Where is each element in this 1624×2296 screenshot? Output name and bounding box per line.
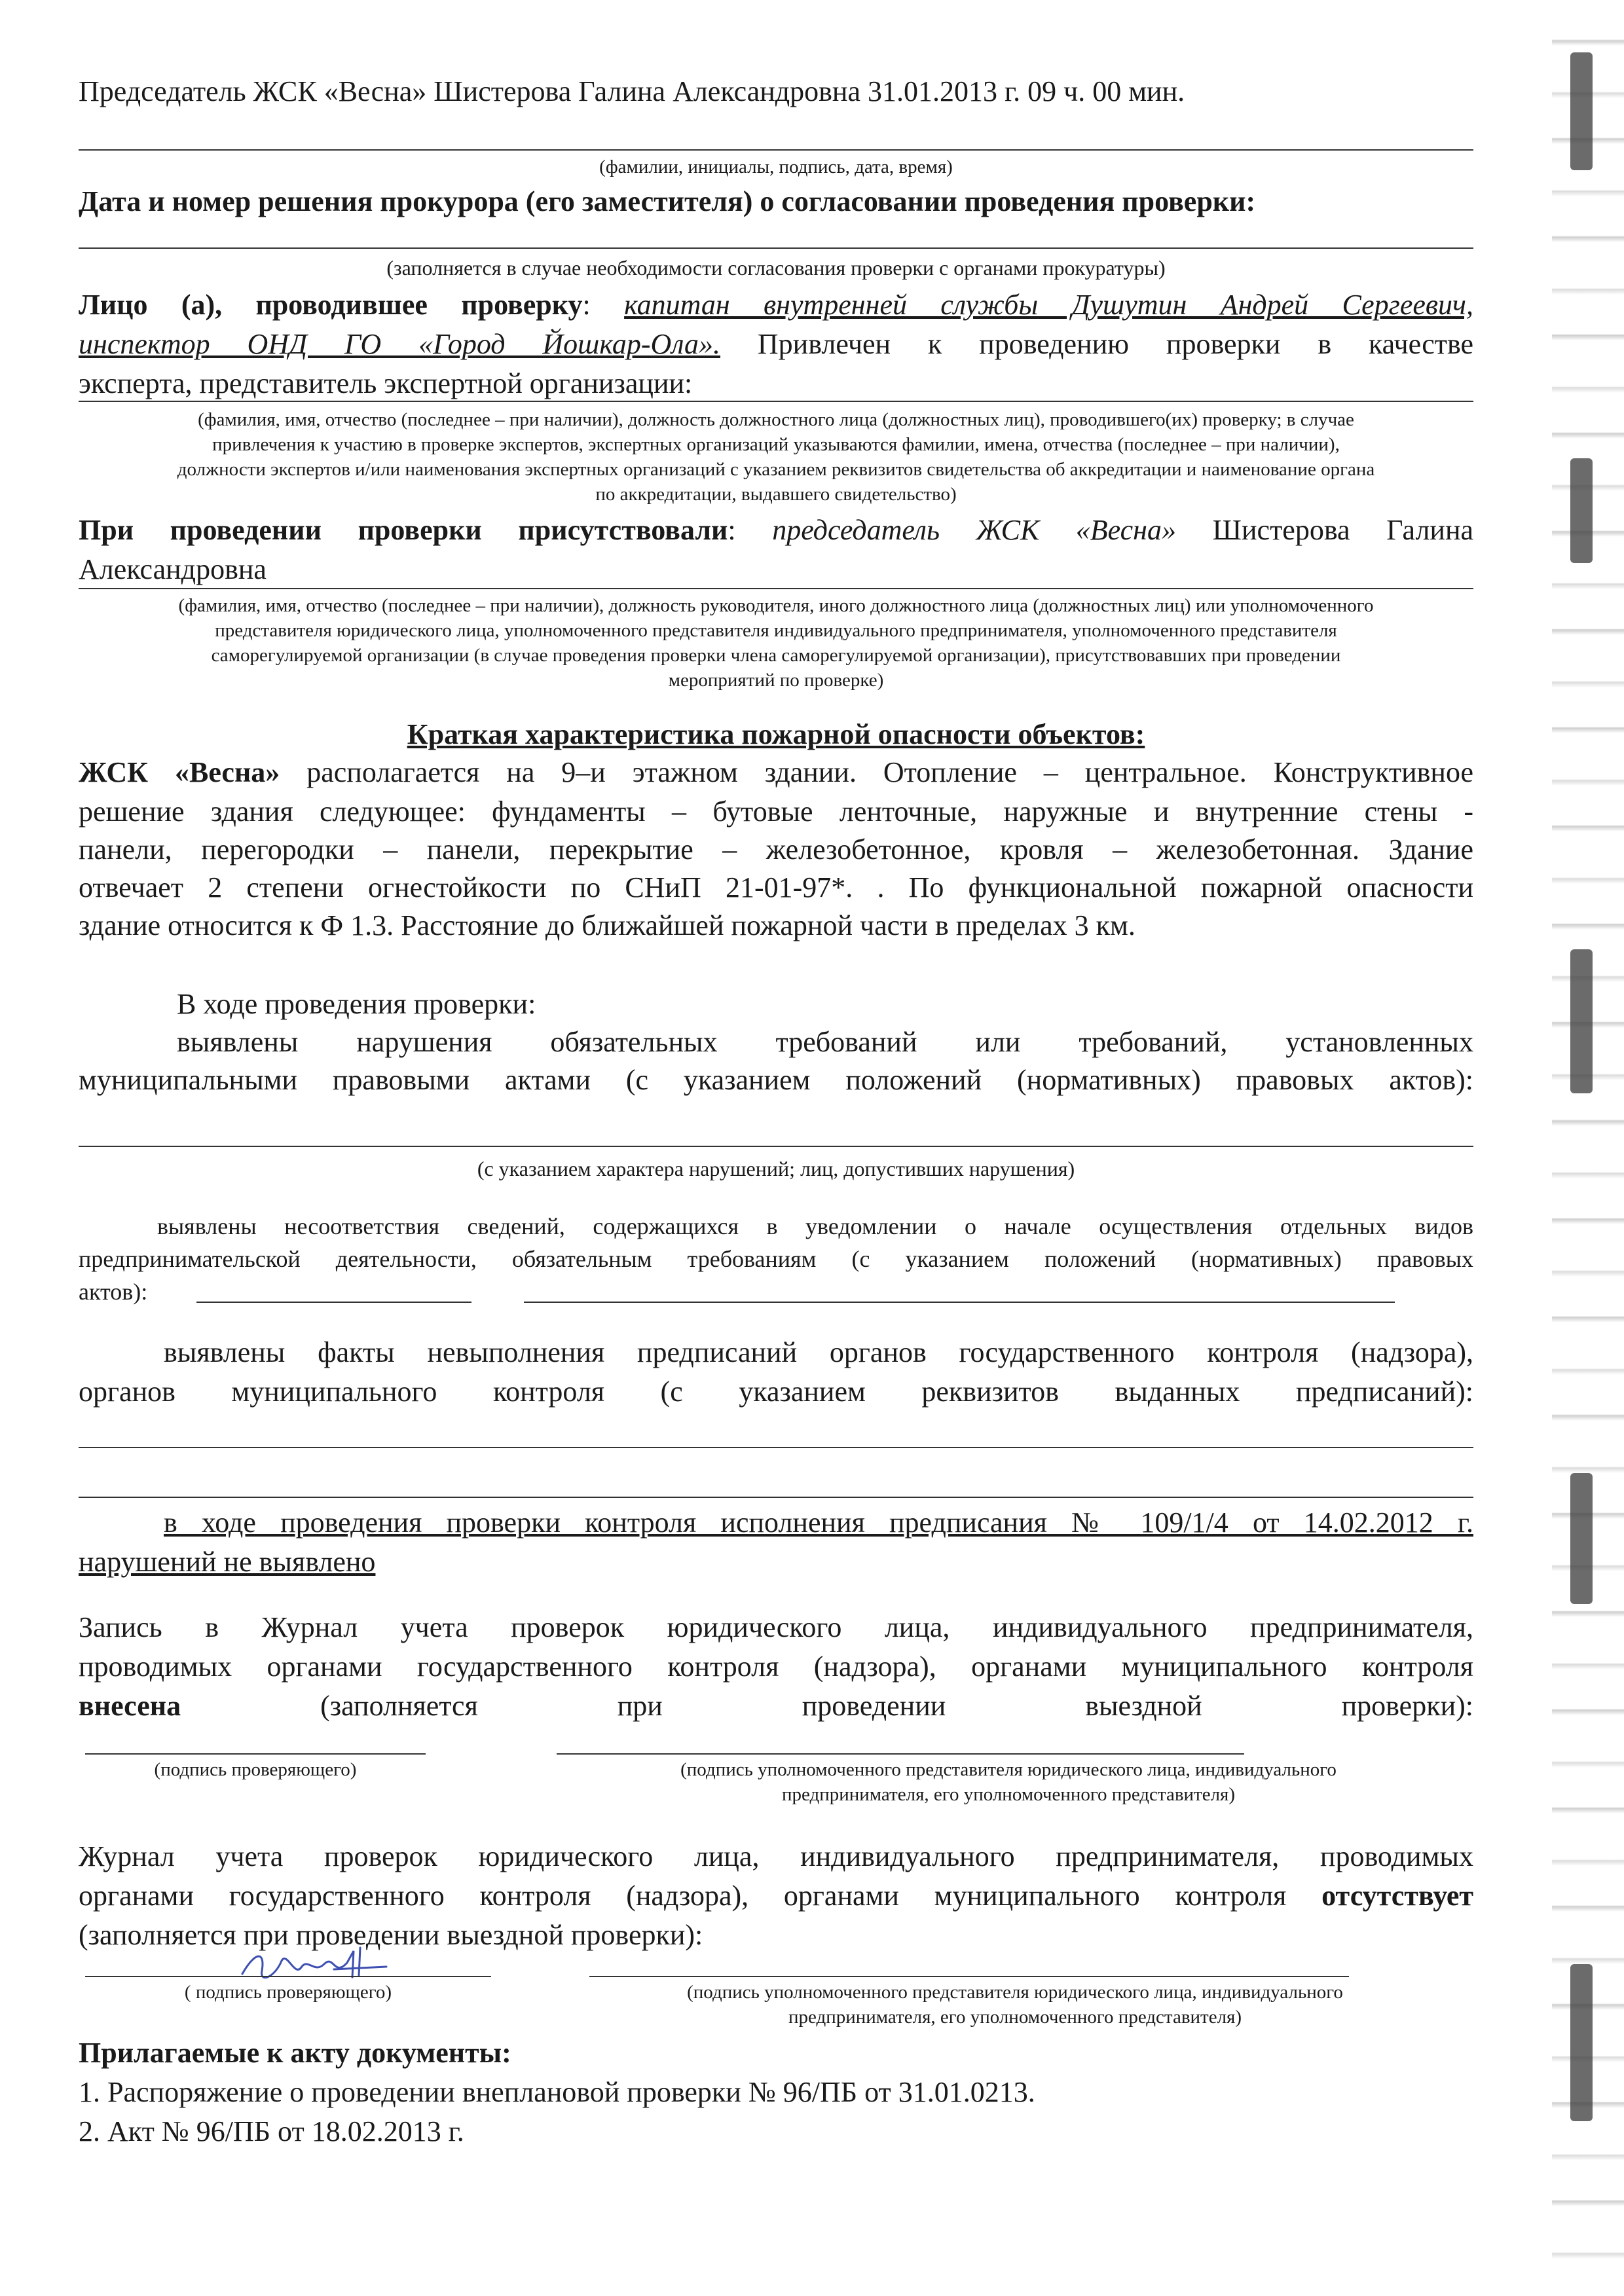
journal-absent-line-2-start: органами государственного контроля (надзора), органами муниципального контроля xyxy=(79,1880,1287,1912)
scan-edge-mark xyxy=(1570,1473,1593,1604)
present-colon: : xyxy=(728,514,736,546)
mismatch-rule-1 xyxy=(196,1302,471,1303)
expert-text-3: эксперта, представитель экспертной организации: xyxy=(79,367,693,399)
prosecutor-caption: (заполняется в случае необходимости согласования проверки с органами прокуратуры) xyxy=(386,256,1166,280)
journal-absent-sig-rule-right xyxy=(589,1976,1349,1977)
attachments-title-colon: : xyxy=(502,2037,511,2069)
fire-hazard-title: Краткая характеристика пожарной опасности объектов: xyxy=(407,718,1145,750)
journal-entry-status: внесена xyxy=(79,1690,181,1722)
inspector-line-2 xyxy=(79,325,1473,364)
inspector-name-1: капитан внутренней службы Душутин Андрей Сергеевич, xyxy=(624,289,1474,321)
nonfulfil-rule-1 xyxy=(79,1447,1473,1448)
receiver-line: Председатель ЖСК «Весна» Шистерова Галина Александровна 31.01.2013 г. 09 ч. 00 мин. xyxy=(79,75,1185,107)
receiver-caption: (фамилии, инициалы, подпись, дата, время) xyxy=(599,156,953,177)
journal-entry-line-1: Запись в Журнал учета проверок юридического лица, индивидуального предпринимателя, xyxy=(79,1611,1473,1643)
journal-absent-sig-rule-left xyxy=(85,1976,491,1977)
prosecutor-title: Дата и номер решения прокурора (его заместителя) о согласовании проведения проверки: xyxy=(79,185,1256,217)
journal-absent-status: отсутствует xyxy=(1321,1880,1473,1912)
journal-absent-sig-right-2: предпринимателя, его уполномоченного представителя) xyxy=(788,2007,1242,2028)
present-label: При проведении проверки присутствовали xyxy=(79,514,728,546)
present-caption-3: саморегулируемой организации (в случае проведения проверки члена саморегулируемой организации), присутствовавших при проведении xyxy=(211,645,1341,666)
attachments-title-text: Прилагаемые к акту документы xyxy=(79,2037,502,2069)
present-rule xyxy=(79,588,1473,589)
inspector-line-1 xyxy=(79,285,1473,325)
fire-hazard-subject: ЖСК «Весна» xyxy=(79,756,280,788)
inspector-label: Лицо (а), проводившее проверку xyxy=(79,289,583,321)
attachment-item: 2. Акт № 96/ПБ от 18.02.2013 г. xyxy=(79,2115,464,2147)
journal-absent-line-3: (заполняется при проведении выездной проверки): xyxy=(79,1919,703,1951)
mismatch-line-2: предпринимательской деятельности, обязательным требованиям (с указанием положений (нормативных) правовых xyxy=(79,1246,1473,1272)
inspector-caption-1: (фамилия, имя, отчество (последнее – при наличии), должность должностного лица (должностных лиц), проводившего(их) проверку; в случае xyxy=(198,409,1354,430)
attachments-title xyxy=(79,2033,1473,2073)
journal-entry-line-3-rest: (заполняется при проведении выездной проверки): xyxy=(320,1690,1473,1722)
receiver-rule xyxy=(79,149,1473,151)
fire-hazard-line-2: решение здания следующее: фундаменты – бутовые ленточные, наружные и внутренние стены - xyxy=(79,795,1473,828)
journal-absent-line-2 xyxy=(79,1876,1473,1916)
attachment-item: 1. Распоряжение о проведении внеплановой проверки № 96/ПБ от 31.01.0213. xyxy=(79,2076,1035,2108)
journal-entry-sig-right-2: предпринимателя, его уполномоченного представителя) xyxy=(781,1784,1236,1805)
present-name-1: Шистерова Галина xyxy=(1212,514,1474,546)
inspector-colon: : xyxy=(582,289,591,321)
scan-edge-mark xyxy=(1570,52,1593,170)
scan-edge-mark xyxy=(1570,1964,1593,2121)
violations-caption: (с указанием характера нарушений; лиц, допустивших нарушения) xyxy=(477,1157,1075,1180)
journal-entry-sig-right-1: (подпись уполномоченного представителя юридического лица, индивидуального xyxy=(680,1759,1337,1780)
result-line-2: нарушений не выявлено xyxy=(79,1546,376,1578)
fire-hazard-line-3: панели, перегородки – панели, перекрытие – железобетонное, кровля – железобетонная. Здание xyxy=(79,833,1473,866)
journal-absent-line-1: Журнал учета проверок юридического лица, индивидуального предпринимателя, проводимых xyxy=(79,1840,1473,1872)
present-caption-4: мероприятий по проверке) xyxy=(668,670,884,691)
mismatch-rule-2 xyxy=(524,1302,1395,1303)
mismatch-line-3: актов): xyxy=(79,1279,148,1305)
findings-intro: В ходе проведения проверки: xyxy=(177,988,536,1020)
present-name-2: Александровна xyxy=(79,553,267,585)
violations-rule xyxy=(79,1146,1473,1147)
present-caption-1: (фамилия, имя, отчество (последнее – при наличии), должность руководителя, иного должностного лица (должностных лиц) или уполномоченного xyxy=(178,595,1374,616)
fire-hazard-line-1-rest: располагается на 9–и этажном здании. Отопление – центральное. Конструктивное xyxy=(306,756,1474,788)
scan-edge-mark xyxy=(1570,949,1593,1093)
inspector-name-2: инспектор ОНД ГО «Город Йошкар-Ола». xyxy=(79,328,721,360)
journal-absent-sig-left: ( подпись проверяющего) xyxy=(184,1982,392,2003)
journal-entry-line-3 xyxy=(79,1686,1473,1726)
present-line-1 xyxy=(79,511,1473,550)
journal-entry-line-2: проводимых органами государственного контроля (надзора), органами муниципального контроля xyxy=(79,1650,1473,1683)
expert-text-2: Привлечен к проведению проверки в качестве xyxy=(757,328,1474,360)
inspector-rule xyxy=(79,401,1473,402)
prosecutor-rule xyxy=(79,247,1473,249)
journal-absent-sig-right-1: (подпись уполномоченного представителя юридического лица, индивидуального xyxy=(687,1982,1343,2003)
scan-edge-mark xyxy=(1570,458,1593,563)
inspector-caption-3: должности экспертов и/или наименования экспертных организаций с указанием реквизитов свидетельства об аккредитации и наименование органа xyxy=(177,459,1375,480)
result-line-1: в ходе проведения проверки контроля исполнения предписания № 109/1/4 от 14.02.2012 г. xyxy=(164,1506,1473,1539)
nonfulfil-line-2: органов муниципального контроля (с указанием реквизитов выданных предписаний): xyxy=(79,1376,1473,1408)
journal-entry-sig-rule-right xyxy=(557,1753,1244,1755)
violations-line-1: выявлены нарушения обязательных требований или требований, установленных xyxy=(177,1026,1473,1058)
journal-entry-sig-rule-left xyxy=(85,1753,426,1755)
inspector-caption-2: привлечения к участию в проверке экспертов, экспертных организаций указываются фамилии, имена, отчества (последнее – при наличии), xyxy=(212,434,1340,455)
present-caption-2: представителя юридического лица, уполномоченного представителя индивидуального предпринимателя, уполномоченного представителя xyxy=(215,620,1337,641)
fire-hazard-line-4: отвечает 2 степени огнестойкости по СНиП 21-01-97*. . По функциональной пожарной опасности xyxy=(79,871,1473,903)
nonfulfil-line-1: выявлены факты невыполнения предписаний органов государственного контроля (надзора), xyxy=(164,1336,1473,1368)
present-role: председатель ЖСК «Весна» xyxy=(772,514,1176,546)
violations-line-2: муниципальными правовыми актами (с указанием положений (нормативных) правовых актов): xyxy=(79,1064,1473,1096)
fire-hazard-line-1 xyxy=(79,753,1473,792)
journal-entry-sig-left: (подпись проверяющего) xyxy=(154,1759,357,1780)
nonfulfil-rule-2 xyxy=(79,1497,1473,1498)
fire-hazard-line-5: здание относится к Ф 1.3. Расстояние до ближайшей пожарной части в пределах 3 км. xyxy=(79,909,1135,941)
mismatch-line-1: выявлены несоответствия сведений, содержащихся в уведомлении о начале осуществления отдельных видов xyxy=(157,1213,1473,1239)
inspector-caption-4: по аккредитации, выдавшего свидетельство) xyxy=(595,484,957,505)
scan-edge xyxy=(1552,0,1624,2296)
